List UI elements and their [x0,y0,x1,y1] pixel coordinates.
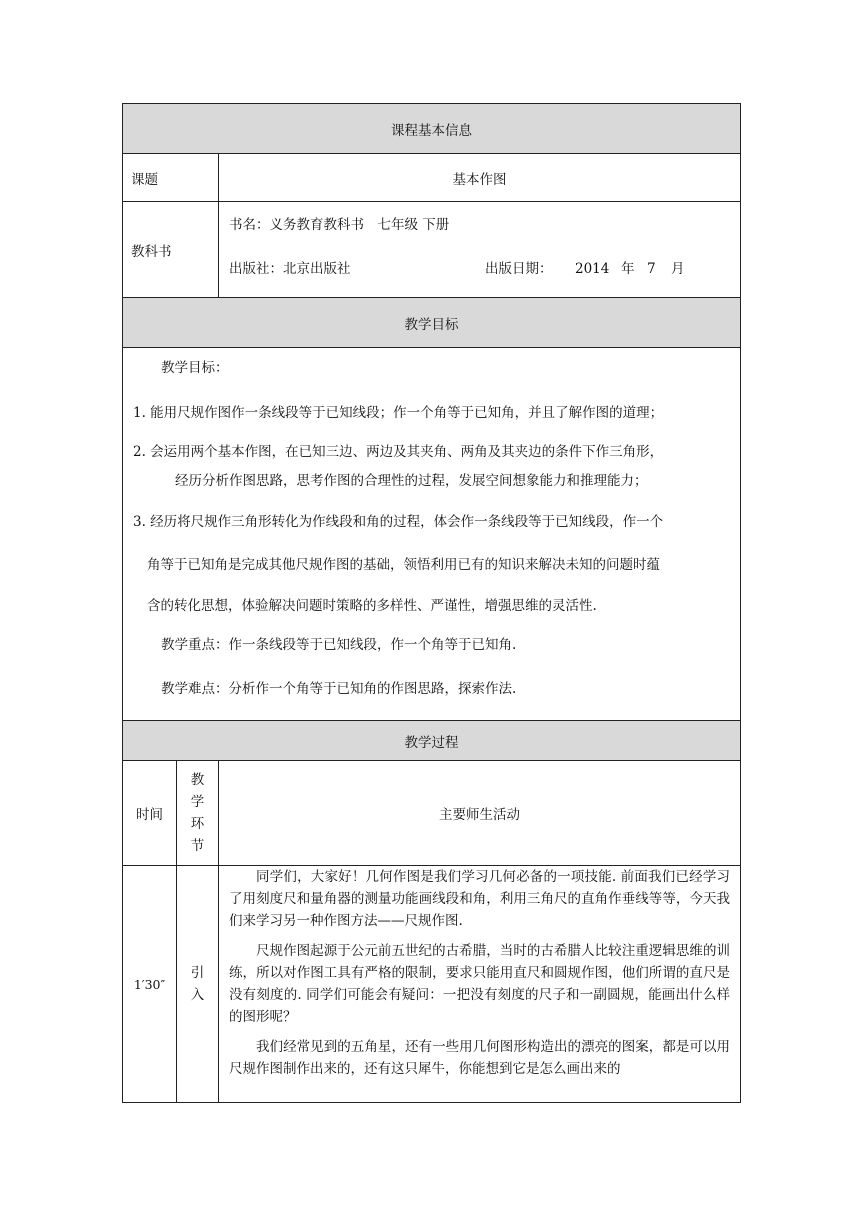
objective-item-3-line-2: 角等于已知角是完成其他尺规作图的基础，领悟利用已有的知识来解决未知的问题时蕴 [147,557,660,573]
textbook-label: 教科书 [123,202,219,298]
objective-item-2-line-1: 2. 会运用两个基本作图，在已知三边、两边及其夹角、两角及其夹边的条件下作三角形， [133,444,664,460]
difficulty-point: 教学难点：分析作一个角等于已知角的作图思路，探索作法. [161,681,517,697]
objective-item-2-line-2: 经历分析作图思路，思考作图的合理性的过程，发展空间想象能力和推理能力； [175,473,648,489]
activity-paragraph-1: 同学们，大家好！几何作图是我们学习几何必备的一项技能. 前面我们已经学习了用刻度尺和量角器的测量功能画线段和角，利用三角尺的直角作垂线等等，今天我们来学习另一种作图方法——尺规作图. [229,869,731,929]
activity-paragraph-2: 尺规作图起源于公元前五世纪的古希腊，当时的古希腊人比较注重逻辑思维的训练，所以对作图工具有严格的限制，要求只能用直尺和圆规作图，他们所谓的直尺是没有刻度的. 同学们可能会有疑问：一把没有刻度的尺子和一副圆规，能画出什么样的图形呢？ [229,943,731,1025]
row-activity [219,866,741,1103]
process-header: 教学过程 [123,721,741,761]
stage-char: 节 [190,838,205,854]
objective-item-3-line-3: 含的转化思想，体验解决问题时策略的多样性、严谨性，增强思维的灵活性. [147,598,597,614]
pub-month: 7 [647,260,656,277]
lesson-plan-table [122,103,741,1103]
topic-label: 课题 [123,154,219,202]
stage-char: 教 [190,772,205,788]
textbook-info [219,202,741,298]
objective-item-1: 1. 能用尺规作图作一条线段等于已知线段；作一个角等于已知角，并且了解作图的道理； [133,405,664,421]
objectives-body [123,348,741,721]
book-name: 书名：义务教育教科书 七年级 下册 [229,216,450,233]
col-time-header: 时间 [123,761,177,866]
col-stage-header [177,761,219,866]
month-unit: 月 [671,260,685,277]
lesson-plan-document [122,103,740,1103]
stage-char: 学 [190,794,205,810]
objectives-intro: 教学目标： [161,360,229,376]
publisher: 出版社：北京出版社 [229,260,351,277]
row-stage [177,866,219,1103]
stage-char: 入 [190,987,205,1003]
row-time: 1′30″ [123,866,177,1103]
objectives-header: 教学目标 [123,298,741,348]
stage-char: 引 [190,965,205,981]
stage-char: 环 [190,816,205,832]
pub-year: 2014 [575,260,610,277]
objective-item-3-line-1: 3. 经历将尺规作三角形转化为作线段和角的过程，体会作一条线段等于已知线段，作一个 [133,514,664,530]
pub-date-label: 出版日期： [485,260,553,277]
year-unit: 年 [621,260,635,277]
col-activity-header: 主要师生活动 [219,761,741,866]
course-info-header: 课程基本信息 [123,104,741,154]
key-point: 教学重点：作一条线段等于已知线段，作一个角等于已知角. [161,637,517,653]
activity-paragraph-3: 我们经常见到的五角星，还有一些用几何图形构造出的漂亮的图案，都是可以用尺规作图制作出来的，还有这只犀牛，你能想到它是怎么画出来的 [229,1039,731,1077]
publisher-line [229,258,740,280]
topic-value: 基本作图 [219,154,741,202]
